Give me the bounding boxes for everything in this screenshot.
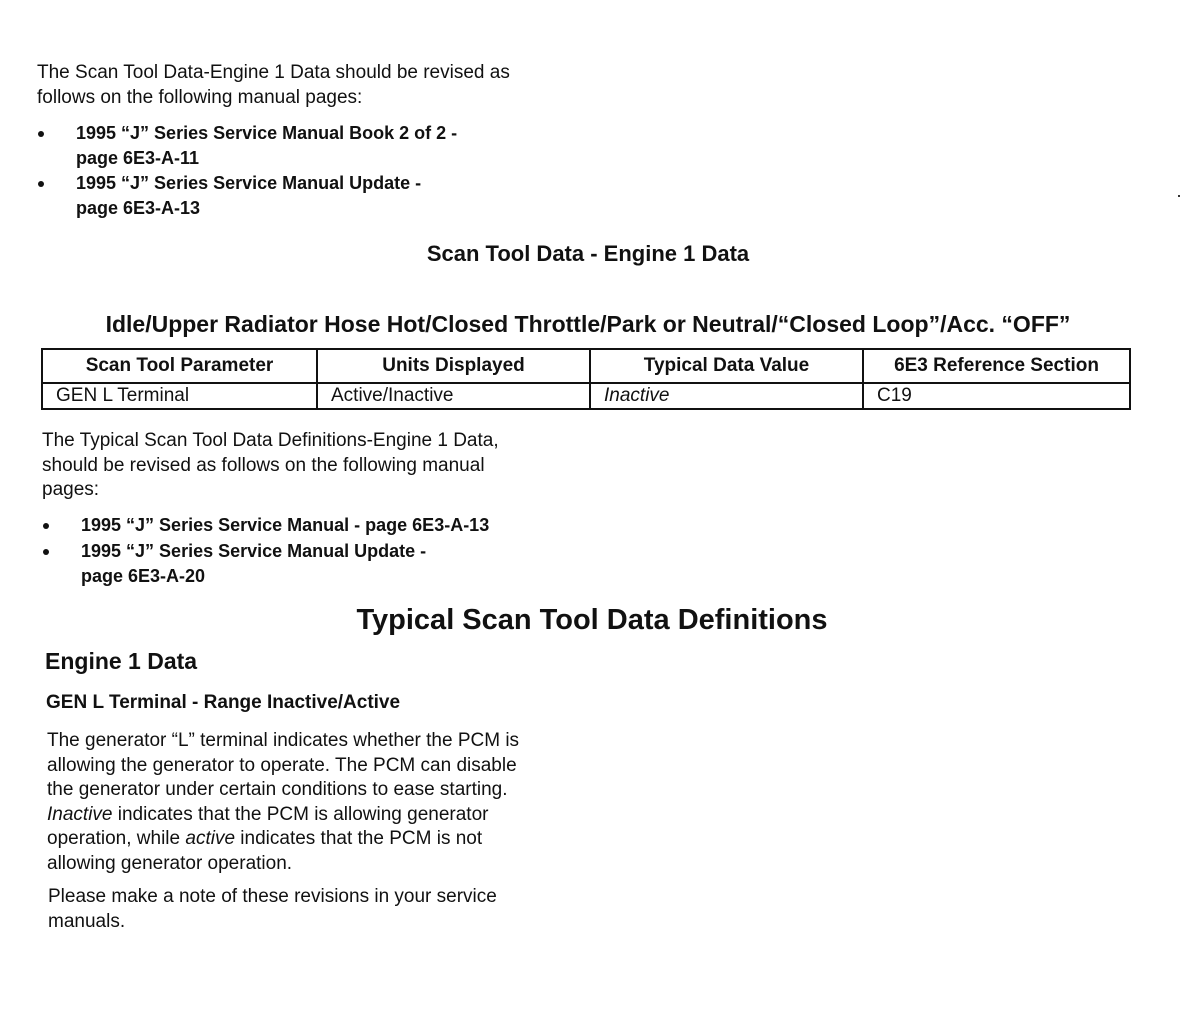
list-item-text: 1995 “J” Series Service Manual - page 6E3-A-13 xyxy=(81,515,490,535)
section-title: Scan Tool Data - Engine 1 Data xyxy=(426,241,750,266)
definitions-intro-line-3: pages: xyxy=(42,479,100,500)
engine-data-heading: Engine 1 Data xyxy=(45,648,198,674)
table-header-row xyxy=(42,349,1130,383)
bullet-icon xyxy=(38,181,44,187)
list-item-text: 1995 “J” Series Service Manual Update - page 6E3-A-20 xyxy=(81,541,427,586)
definition-line: the generator under certain conditions to ease starting. xyxy=(47,779,508,800)
definition-line xyxy=(47,827,647,852)
definition-paragraph xyxy=(47,729,647,876)
definitions-title: Typical Scan Tool Data Definitions xyxy=(356,604,828,636)
table-cell: Inactive xyxy=(590,383,863,409)
intro-line-2: follows on the following manual pages: xyxy=(37,86,363,108)
table-cell: C19 xyxy=(863,383,1130,409)
definitions-intro-line-1: The Typical Scan Tool Data Definitions-Engine 1 Data, xyxy=(42,430,499,451)
definition-line: The generator “L” terminal indicates whether the PCM is xyxy=(47,730,520,751)
table-row xyxy=(42,383,1130,409)
list-item xyxy=(43,539,643,589)
note-line-1: Please make a note of these revisions in your service xyxy=(48,886,497,907)
list-item xyxy=(43,513,643,539)
emphasis-active: active xyxy=(185,828,236,849)
intro-line-1: The Scan Tool Data-Engine 1 Data should be revised as xyxy=(37,62,510,83)
definition-line: allowing generator operation. xyxy=(47,852,293,874)
list-item-text: 1995 “J” Series Service Manual Book 2 of 2 - page 6E3-A-11 xyxy=(76,123,458,168)
definition-line: allowing the generator to operate. The PCM can disable xyxy=(47,754,517,776)
bullet-icon xyxy=(43,549,49,555)
definitions-intro-paragraph xyxy=(42,429,499,503)
note-paragraph xyxy=(48,885,648,934)
definition-text: operation, while xyxy=(47,828,186,849)
column-header: Scan Tool Parameter xyxy=(42,349,317,383)
emphasis-inactive: Inactive xyxy=(47,803,113,825)
bullet-icon xyxy=(38,131,44,137)
scan-tool-table xyxy=(41,348,1131,410)
list-item xyxy=(38,121,598,171)
parameter-heading: GEN L Terminal - Range Inactive/Active xyxy=(46,692,401,713)
definition-text: indicates that the PCM is allowing generator xyxy=(112,803,489,825)
table-cell: GEN L Terminal xyxy=(42,383,317,409)
definition-text: indicates that the PCM is not xyxy=(235,828,483,849)
column-header: 6E3 Reference Section xyxy=(863,349,1130,383)
note-line-2: manuals. xyxy=(48,910,126,932)
definition-line xyxy=(47,803,647,828)
column-header: Typical Data Value xyxy=(590,349,863,383)
intro-paragraph xyxy=(37,61,510,110)
definitions-intro-line-2: should be revised as follows on the following manual xyxy=(42,454,485,476)
column-header: Units Displayed xyxy=(317,349,590,383)
list-item xyxy=(38,171,598,221)
condition-heading: Idle/Upper Radiator Hose Hot/Closed Throttle/Park or Neutral/“Closed Loop”/Acc. “OFF” xyxy=(105,311,1071,337)
bullet-icon xyxy=(43,523,49,529)
list-item-text: 1995 “J” Series Service Manual Update - page 6E3-A-13 xyxy=(76,173,422,218)
scan-speck xyxy=(1178,195,1180,197)
table-cell: Active/Inactive xyxy=(317,383,590,409)
